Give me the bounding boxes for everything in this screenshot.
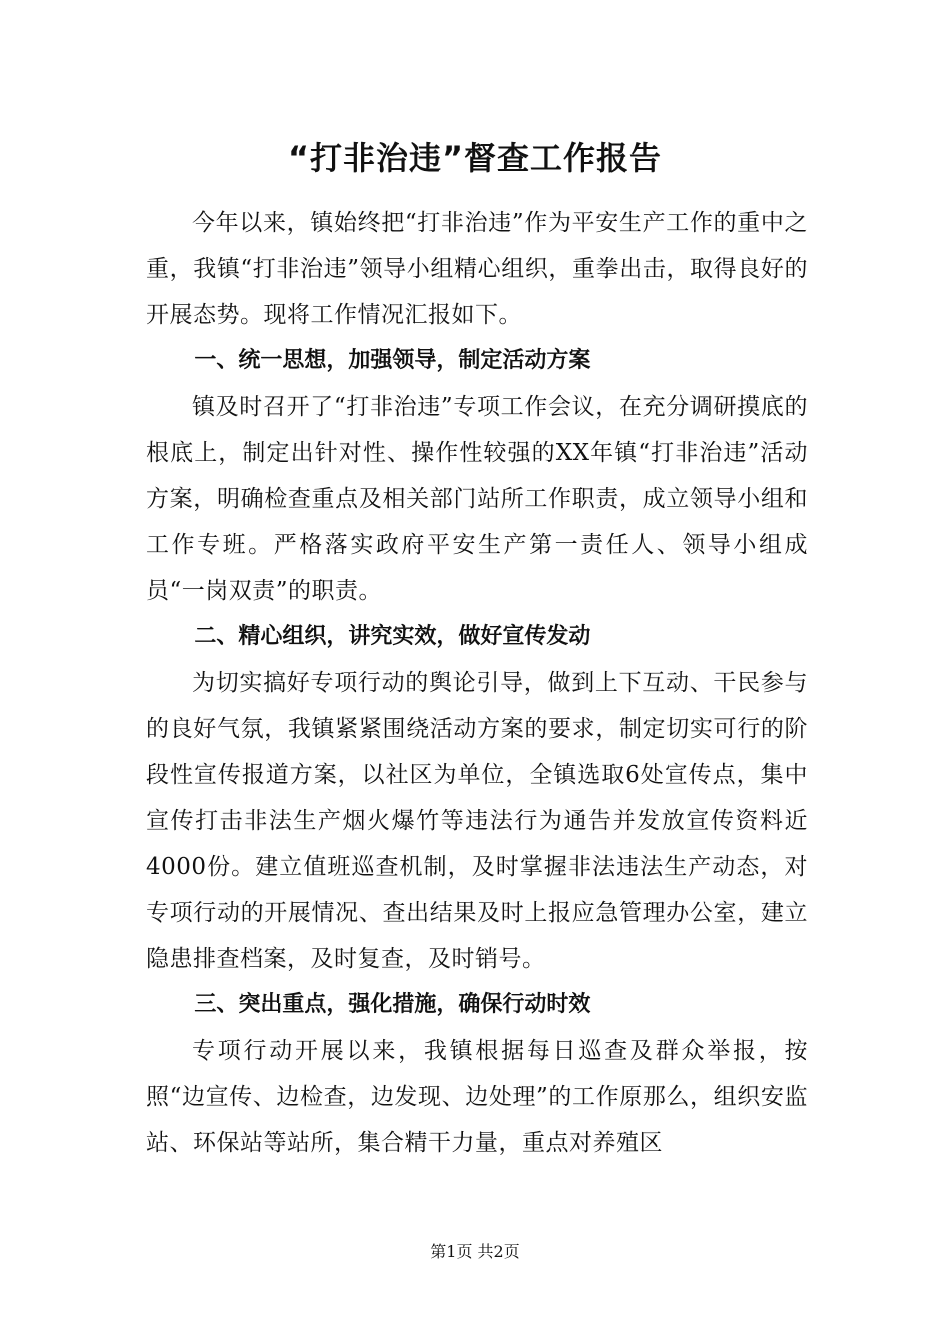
section-heading-2: 二、精心组织，讲究实效，做好宣传发动	[194, 624, 591, 649]
section-heading-1: 一、统一思想，加强领导，制定活动方案	[194, 348, 591, 373]
section-3-paragraph: 专项行动开展以来，我镇根据每日巡查及群众举报，按照“边宣传、边检查，边发现、边处理”的工作原那么，组织安监站、环保站等站所，集合精干力量，重点对养殖区	[146, 1038, 808, 1156]
document-body	[146, 200, 808, 1166]
section-2-paragraph: 为切实搞好专项行动的舆论引导，做到上下互动、干民参与的良好气氛，我镇紧紧围绕活动方案的要求，制定切实可行的阶段性宣传报道方案，以社区为单位，全镇选取6处宣传点，集中宣传打击非法生产烟火爆竹等违法行为通告并发放宣传资料近4000份。建立值班巡查机制，及时掌握非法违法生产动态，对专项行动的开展情况、查出结果及时上报应急管理办公室，建立隐患排查档案，及时复查，及时销号。	[146, 670, 808, 972]
document-title: “打非治违”督查工作报告	[287, 139, 663, 177]
page-number-footer: 第1页 共2页	[430, 1242, 520, 1261]
section-1-paragraph: 镇及时召开了“打非治违”专项工作会议，在充分调研摸底的根底上，制定出针对性、操作性较强的XX年镇“打非治违”活动方案，明确检查重点及相关部门站所工作职责，成立领导小组和工作专班。严格落实政府平安生产第一责任人、领导小组成员“一岗双责”的职责。	[146, 394, 808, 604]
intro-paragraph: 今年以来，镇始终把“打非治违”作为平安生产工作的重中之重，我镇“打非治违”领导小组精心组织，重拳出击，取得良好的开展态势。现将工作情况汇报如下。	[146, 210, 808, 328]
section-heading-3: 三、突出重点，强化措施，确保行动时效	[194, 992, 591, 1017]
